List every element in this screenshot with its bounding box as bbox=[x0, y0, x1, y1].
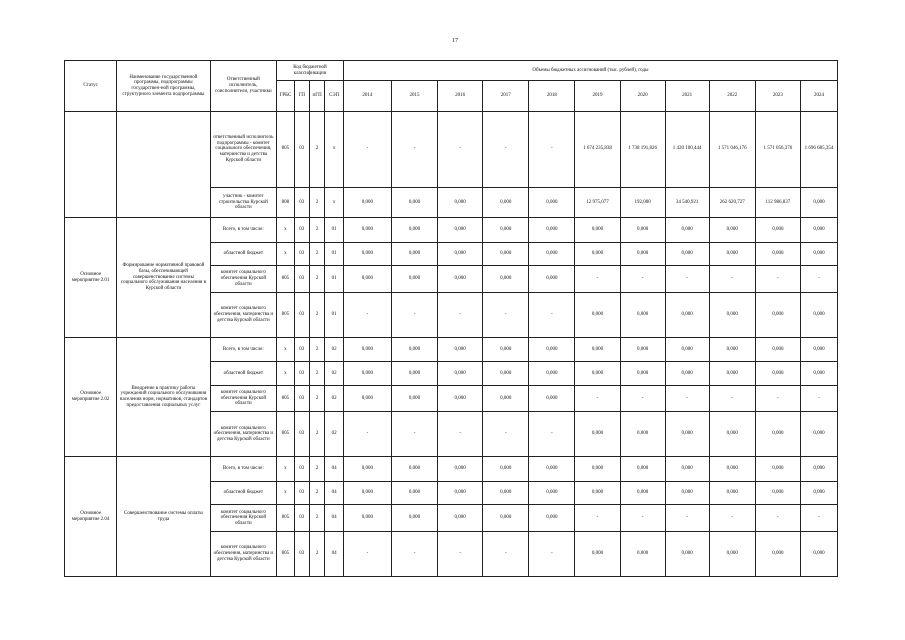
grbs-cell: 805 bbox=[277, 385, 294, 412]
name-cell bbox=[117, 112, 210, 218]
value-cell: 0,000 bbox=[483, 266, 529, 293]
value-cell: 0,000 bbox=[391, 242, 437, 266]
header-budget-code: Код бюджетной классификации bbox=[277, 61, 344, 81]
value-cell: 0,000 bbox=[438, 242, 483, 266]
grbs-cell: х bbox=[277, 218, 294, 243]
value-cell: 0,000 bbox=[620, 292, 665, 337]
value-cell: - bbox=[709, 266, 755, 293]
value-cell: - bbox=[755, 266, 800, 293]
value-cell: 0,000 bbox=[800, 187, 837, 218]
status-cell: Основное мероприятие 2.04 bbox=[65, 457, 117, 577]
header-year-2018: 2018 bbox=[529, 81, 575, 112]
value-cell: 0,000 bbox=[529, 218, 575, 243]
table-row bbox=[65, 337, 838, 362]
value-cell: 0,000 bbox=[529, 266, 575, 293]
value-cell: - bbox=[665, 505, 709, 532]
sep-cell: х bbox=[325, 187, 343, 218]
gp-cell: 03 bbox=[294, 187, 309, 218]
value-cell: 0,000 bbox=[800, 242, 837, 266]
value-cell: 12 975,077 bbox=[575, 187, 620, 218]
value-cell: 0,000 bbox=[620, 457, 665, 482]
gp-cell: 03 bbox=[294, 531, 309, 576]
value-cell: 0,000 bbox=[343, 481, 391, 505]
value-cell: 0,000 bbox=[620, 412, 665, 457]
value-cell: 0,000 bbox=[343, 385, 391, 412]
value-cell: 0,000 bbox=[620, 531, 665, 576]
value-cell: 0,000 bbox=[665, 457, 709, 482]
value-cell: 0,000 bbox=[343, 337, 391, 362]
pgp-cell: 2 bbox=[309, 266, 324, 293]
value-cell: - bbox=[755, 385, 800, 412]
pgp-cell: 2 bbox=[309, 481, 324, 505]
value-cell: 0,000 bbox=[343, 505, 391, 532]
executor-cell: комитет социального обеспечения, материнства и детства Курской области bbox=[210, 531, 277, 576]
value-cell: - bbox=[438, 412, 483, 457]
value-cell: - bbox=[343, 292, 391, 337]
value-cell: - bbox=[438, 112, 483, 188]
value-cell: 0,000 bbox=[620, 362, 665, 386]
sep-cell: 01 bbox=[325, 266, 343, 293]
value-cell: 0,000 bbox=[800, 531, 837, 576]
grbs-cell: х bbox=[277, 457, 294, 482]
pgp-cell: 2 bbox=[309, 362, 324, 386]
page-number: 17 bbox=[452, 38, 458, 44]
value-cell: 0,000 bbox=[575, 337, 620, 362]
name-cell: Внедрение в практику работы учреждений социального обслуживания населения норм, нормативов, стандартов предоставления социальных услуг bbox=[117, 337, 210, 457]
grbs-cell: х bbox=[277, 362, 294, 386]
value-cell: 0,000 bbox=[438, 266, 483, 293]
value-cell: - bbox=[709, 505, 755, 532]
value-cell: 0,000 bbox=[755, 481, 800, 505]
value-cell: 0,000 bbox=[391, 337, 437, 362]
value-cell: - bbox=[709, 385, 755, 412]
value-cell: 0,000 bbox=[665, 412, 709, 457]
value-cell: 0,000 bbox=[343, 242, 391, 266]
header-volumes: Объемы бюджетных ассигнований (тыс. рублей), годы bbox=[343, 61, 837, 81]
gp-cell: 03 bbox=[294, 362, 309, 386]
grbs-cell: 805 bbox=[277, 112, 294, 188]
header-executor: Ответственный исполнитель, соисполнители, участники bbox=[210, 61, 277, 112]
value-cell: - bbox=[529, 412, 575, 457]
value-cell: 0,000 bbox=[575, 481, 620, 505]
executor-cell: Всего, в том числе: bbox=[210, 218, 277, 243]
value-cell: 0,000 bbox=[800, 292, 837, 337]
pgp-cell: 2 bbox=[309, 385, 324, 412]
table-header bbox=[65, 61, 838, 112]
value-cell: 0,000 bbox=[709, 337, 755, 362]
value-cell: 0,000 bbox=[343, 457, 391, 482]
table-row bbox=[65, 457, 838, 482]
header-code-col: ГРБС bbox=[277, 81, 294, 112]
executor-cell: комитет социального обеспечения, материнства и детства Курской области bbox=[210, 292, 277, 337]
header-year-2020: 2020 bbox=[620, 81, 665, 112]
value-cell: 0,000 bbox=[391, 457, 437, 482]
value-cell: 0,000 bbox=[483, 362, 529, 386]
value-cell: 0,000 bbox=[391, 266, 437, 293]
value-cell: 0,000 bbox=[391, 385, 437, 412]
value-cell: 0,000 bbox=[438, 481, 483, 505]
sep-cell: 02 bbox=[325, 385, 343, 412]
pgp-cell: 2 bbox=[309, 242, 324, 266]
gp-cell: 03 bbox=[294, 505, 309, 532]
value-cell: 0,000 bbox=[575, 457, 620, 482]
gp-cell: 03 bbox=[294, 385, 309, 412]
name-cell: Формирование нормативной правовой базы, обеспечивающей совершенствование системы социального обслуживания населения в Курской области bbox=[117, 218, 210, 338]
value-cell: 0,000 bbox=[755, 218, 800, 243]
value-cell: - bbox=[391, 412, 437, 457]
gp-cell: 03 bbox=[294, 481, 309, 505]
executor-cell: участник - комитет строительства Курской области bbox=[210, 187, 277, 218]
executor-cell: комитет социального обеспечения Курской области bbox=[210, 505, 277, 532]
table-row bbox=[65, 112, 838, 188]
value-cell: 1 571 056,376 bbox=[755, 112, 800, 188]
gp-cell: 03 bbox=[294, 292, 309, 337]
header-code-col: ГП bbox=[294, 81, 309, 112]
header-year-2016: 2016 bbox=[438, 81, 483, 112]
value-cell: 0,000 bbox=[343, 266, 391, 293]
pgp-cell: 2 bbox=[309, 292, 324, 337]
value-cell: - bbox=[343, 531, 391, 576]
value-cell: 0,000 bbox=[800, 218, 837, 243]
value-cell: 0,000 bbox=[391, 505, 437, 532]
header-year-2022: 2022 bbox=[709, 81, 755, 112]
value-cell: 0,000 bbox=[709, 481, 755, 505]
value-cell: 0,000 bbox=[755, 242, 800, 266]
value-cell: 0,000 bbox=[438, 187, 483, 218]
value-cell: 0,000 bbox=[709, 292, 755, 337]
sep-cell: 04 bbox=[325, 505, 343, 532]
status-cell bbox=[65, 112, 117, 218]
header-code-col: пГП bbox=[309, 81, 324, 112]
value-cell: - bbox=[483, 112, 529, 188]
status-cell: Основное мероприятие 2.01 bbox=[65, 218, 117, 338]
value-cell: 0,000 bbox=[709, 412, 755, 457]
value-cell: 0,000 bbox=[529, 385, 575, 412]
value-cell: 0,000 bbox=[709, 242, 755, 266]
gp-cell: 03 bbox=[294, 337, 309, 362]
pgp-cell: 2 bbox=[309, 531, 324, 576]
value-cell: 0,000 bbox=[529, 242, 575, 266]
value-cell: 1 571 046,176 bbox=[709, 112, 755, 188]
value-cell: 0,000 bbox=[709, 362, 755, 386]
sep-cell: 02 bbox=[325, 337, 343, 362]
value-cell: 0,000 bbox=[483, 187, 529, 218]
value-cell: - bbox=[483, 292, 529, 337]
value-cell: 0,000 bbox=[755, 337, 800, 362]
pgp-cell: 2 bbox=[309, 112, 324, 188]
value-cell: 0,000 bbox=[438, 362, 483, 386]
value-cell: 0,000 bbox=[575, 412, 620, 457]
status-cell: Основное мероприятие 2.02 bbox=[65, 337, 117, 457]
value-cell: 1 674 235,838 bbox=[575, 112, 620, 188]
value-cell: - bbox=[665, 266, 709, 293]
value-cell: 0,000 bbox=[529, 362, 575, 386]
value-cell: - bbox=[529, 112, 575, 188]
executor-cell: Всего, в том числе: bbox=[210, 337, 277, 362]
value-cell: - bbox=[575, 266, 620, 293]
executor-cell: комитет социального обеспечения Курской области bbox=[210, 385, 277, 412]
grbs-cell: х bbox=[277, 337, 294, 362]
sep-cell: 04 bbox=[325, 481, 343, 505]
grbs-cell: 808 bbox=[277, 187, 294, 218]
value-cell: 0,000 bbox=[438, 218, 483, 243]
value-cell: 0,000 bbox=[529, 481, 575, 505]
pgp-cell: 2 bbox=[309, 505, 324, 532]
value-cell: 0,000 bbox=[665, 481, 709, 505]
value-cell: - bbox=[438, 292, 483, 337]
pgp-cell: 2 bbox=[309, 337, 324, 362]
value-cell: 0,000 bbox=[665, 531, 709, 576]
value-cell: 0,000 bbox=[620, 242, 665, 266]
header-year-2015: 2015 bbox=[391, 81, 437, 112]
header-code-col: СЭП bbox=[325, 81, 343, 112]
table-row bbox=[65, 218, 838, 243]
value-cell: 0,000 bbox=[391, 362, 437, 386]
executor-cell: областной бюджет bbox=[210, 242, 277, 266]
value-cell: 0,000 bbox=[575, 218, 620, 243]
value-cell: - bbox=[438, 531, 483, 576]
value-cell: 0,000 bbox=[483, 481, 529, 505]
value-cell: 0,000 bbox=[529, 337, 575, 362]
value-cell: 0,000 bbox=[755, 362, 800, 386]
value-cell: 192,000 bbox=[620, 187, 665, 218]
value-cell: 0,000 bbox=[620, 218, 665, 243]
executor-cell: комитет социального обеспечения, материнства и детства Курской области bbox=[210, 412, 277, 457]
value-cell: 0,000 bbox=[343, 218, 391, 243]
value-cell: 0,000 bbox=[529, 505, 575, 532]
sep-cell: 01 bbox=[325, 218, 343, 243]
grbs-cell: 805 bbox=[277, 505, 294, 532]
sep-cell: 04 bbox=[325, 457, 343, 482]
budget-table bbox=[64, 60, 838, 577]
value-cell: 0,000 bbox=[483, 242, 529, 266]
grbs-cell: 805 bbox=[277, 412, 294, 457]
value-cell: 0,000 bbox=[483, 337, 529, 362]
value-cell: 0,000 bbox=[529, 457, 575, 482]
value-cell: - bbox=[755, 505, 800, 532]
value-cell: 0,000 bbox=[709, 531, 755, 576]
value-cell: 0,000 bbox=[483, 385, 529, 412]
value-cell: 0,000 bbox=[755, 292, 800, 337]
value-cell: - bbox=[575, 385, 620, 412]
value-cell: 0,000 bbox=[483, 505, 529, 532]
name-cell: Совершенствование системы оплаты труда bbox=[117, 457, 210, 577]
value-cell: 0,000 bbox=[343, 187, 391, 218]
header-name: Наименование государственной программы, подпрограммы государствен-ной программы, структурного элемента подпрограммы bbox=[117, 61, 210, 112]
value-cell: 0,000 bbox=[438, 505, 483, 532]
grbs-cell: х bbox=[277, 242, 294, 266]
value-cell: - bbox=[529, 292, 575, 337]
value-cell: - bbox=[800, 385, 837, 412]
value-cell: 0,000 bbox=[665, 242, 709, 266]
gp-cell: 03 bbox=[294, 457, 309, 482]
value-cell: 34 540,921 bbox=[665, 187, 709, 218]
pgp-cell: 2 bbox=[309, 218, 324, 243]
value-cell: - bbox=[343, 412, 391, 457]
value-cell: 0,000 bbox=[755, 531, 800, 576]
gp-cell: 03 bbox=[294, 266, 309, 293]
value-cell: 0,000 bbox=[800, 362, 837, 386]
value-cell: 0,000 bbox=[665, 337, 709, 362]
value-cell: 0,000 bbox=[709, 457, 755, 482]
value-cell: 0,000 bbox=[800, 481, 837, 505]
sep-cell: 02 bbox=[325, 362, 343, 386]
gp-cell: 03 bbox=[294, 112, 309, 188]
value-cell: - bbox=[391, 531, 437, 576]
pgp-cell: 2 bbox=[309, 412, 324, 457]
header-status: Статус bbox=[65, 61, 117, 112]
value-cell: 0,000 bbox=[391, 218, 437, 243]
value-cell: - bbox=[483, 531, 529, 576]
pgp-cell: 2 bbox=[309, 457, 324, 482]
value-cell: 0,000 bbox=[755, 412, 800, 457]
header-year-2014: 2014 bbox=[343, 81, 391, 112]
gp-cell: 03 bbox=[294, 412, 309, 457]
value-cell: 0,000 bbox=[575, 362, 620, 386]
value-cell: - bbox=[575, 505, 620, 532]
value-cell: 1 696 685,354 bbox=[800, 112, 837, 188]
value-cell: 0,000 bbox=[665, 362, 709, 386]
value-cell: 1 738 191,826 bbox=[620, 112, 665, 188]
value-cell: - bbox=[800, 266, 837, 293]
executor-cell: областной бюджет bbox=[210, 481, 277, 505]
value-cell: 1 420 100,444 bbox=[665, 112, 709, 188]
value-cell: 0,000 bbox=[709, 218, 755, 243]
value-cell: 0,000 bbox=[620, 481, 665, 505]
value-cell: - bbox=[529, 531, 575, 576]
executor-cell: комитет социального обеспечения Курской области bbox=[210, 266, 277, 293]
value-cell: 0,000 bbox=[575, 531, 620, 576]
executor-cell: Всего, в том числе: bbox=[210, 457, 277, 482]
value-cell: 0,000 bbox=[665, 218, 709, 243]
value-cell: 262 620,727 bbox=[709, 187, 755, 218]
value-cell: - bbox=[620, 505, 665, 532]
value-cell: 0,000 bbox=[529, 187, 575, 218]
executor-cell: ответственный исполнитель подпрограммы - комитет социального обеспечения, материнства и детства Курской области bbox=[210, 112, 277, 188]
value-cell: - bbox=[620, 266, 665, 293]
value-cell: 0,000 bbox=[800, 457, 837, 482]
value-cell: - bbox=[483, 412, 529, 457]
value-cell: - bbox=[391, 112, 437, 188]
table-body bbox=[65, 112, 838, 577]
header-year-2019: 2019 bbox=[575, 81, 620, 112]
value-cell: 0,000 bbox=[438, 457, 483, 482]
value-cell: 0,000 bbox=[391, 187, 437, 218]
value-cell: 0,000 bbox=[438, 385, 483, 412]
value-cell: - bbox=[800, 505, 837, 532]
grbs-cell: 805 bbox=[277, 266, 294, 293]
value-cell: 112 986,837 bbox=[755, 187, 800, 218]
sep-cell: 04 bbox=[325, 531, 343, 576]
value-cell: 0,000 bbox=[575, 242, 620, 266]
grbs-cell: х bbox=[277, 481, 294, 505]
value-cell: 0,000 bbox=[438, 337, 483, 362]
gp-cell: 03 bbox=[294, 242, 309, 266]
sep-cell: 01 bbox=[325, 292, 343, 337]
value-cell: 0,000 bbox=[483, 457, 529, 482]
header-year-2024: 2024 bbox=[800, 81, 837, 112]
value-cell: 0,000 bbox=[800, 412, 837, 457]
sep-cell: х bbox=[325, 112, 343, 188]
value-cell: 0,000 bbox=[620, 337, 665, 362]
value-cell: 0,000 bbox=[755, 457, 800, 482]
sep-cell: 01 bbox=[325, 242, 343, 266]
value-cell: 0,000 bbox=[800, 337, 837, 362]
grbs-cell: 805 bbox=[277, 531, 294, 576]
pgp-cell: 2 bbox=[309, 187, 324, 218]
value-cell: - bbox=[343, 112, 391, 188]
value-cell: 0,000 bbox=[343, 362, 391, 386]
header-year-2017: 2017 bbox=[483, 81, 529, 112]
value-cell: 0,000 bbox=[575, 292, 620, 337]
gp-cell: 03 bbox=[294, 218, 309, 243]
value-cell: 0,000 bbox=[665, 292, 709, 337]
header-year-2023: 2023 bbox=[755, 81, 800, 112]
header-year-2021: 2021 bbox=[665, 81, 709, 112]
value-cell: - bbox=[620, 385, 665, 412]
value-cell: - bbox=[665, 385, 709, 412]
value-cell: 0,000 bbox=[391, 481, 437, 505]
grbs-cell: 805 bbox=[277, 292, 294, 337]
executor-cell: областной бюджет bbox=[210, 362, 277, 386]
sep-cell: 02 bbox=[325, 412, 343, 457]
value-cell: 0,000 bbox=[483, 218, 529, 243]
value-cell: - bbox=[391, 292, 437, 337]
